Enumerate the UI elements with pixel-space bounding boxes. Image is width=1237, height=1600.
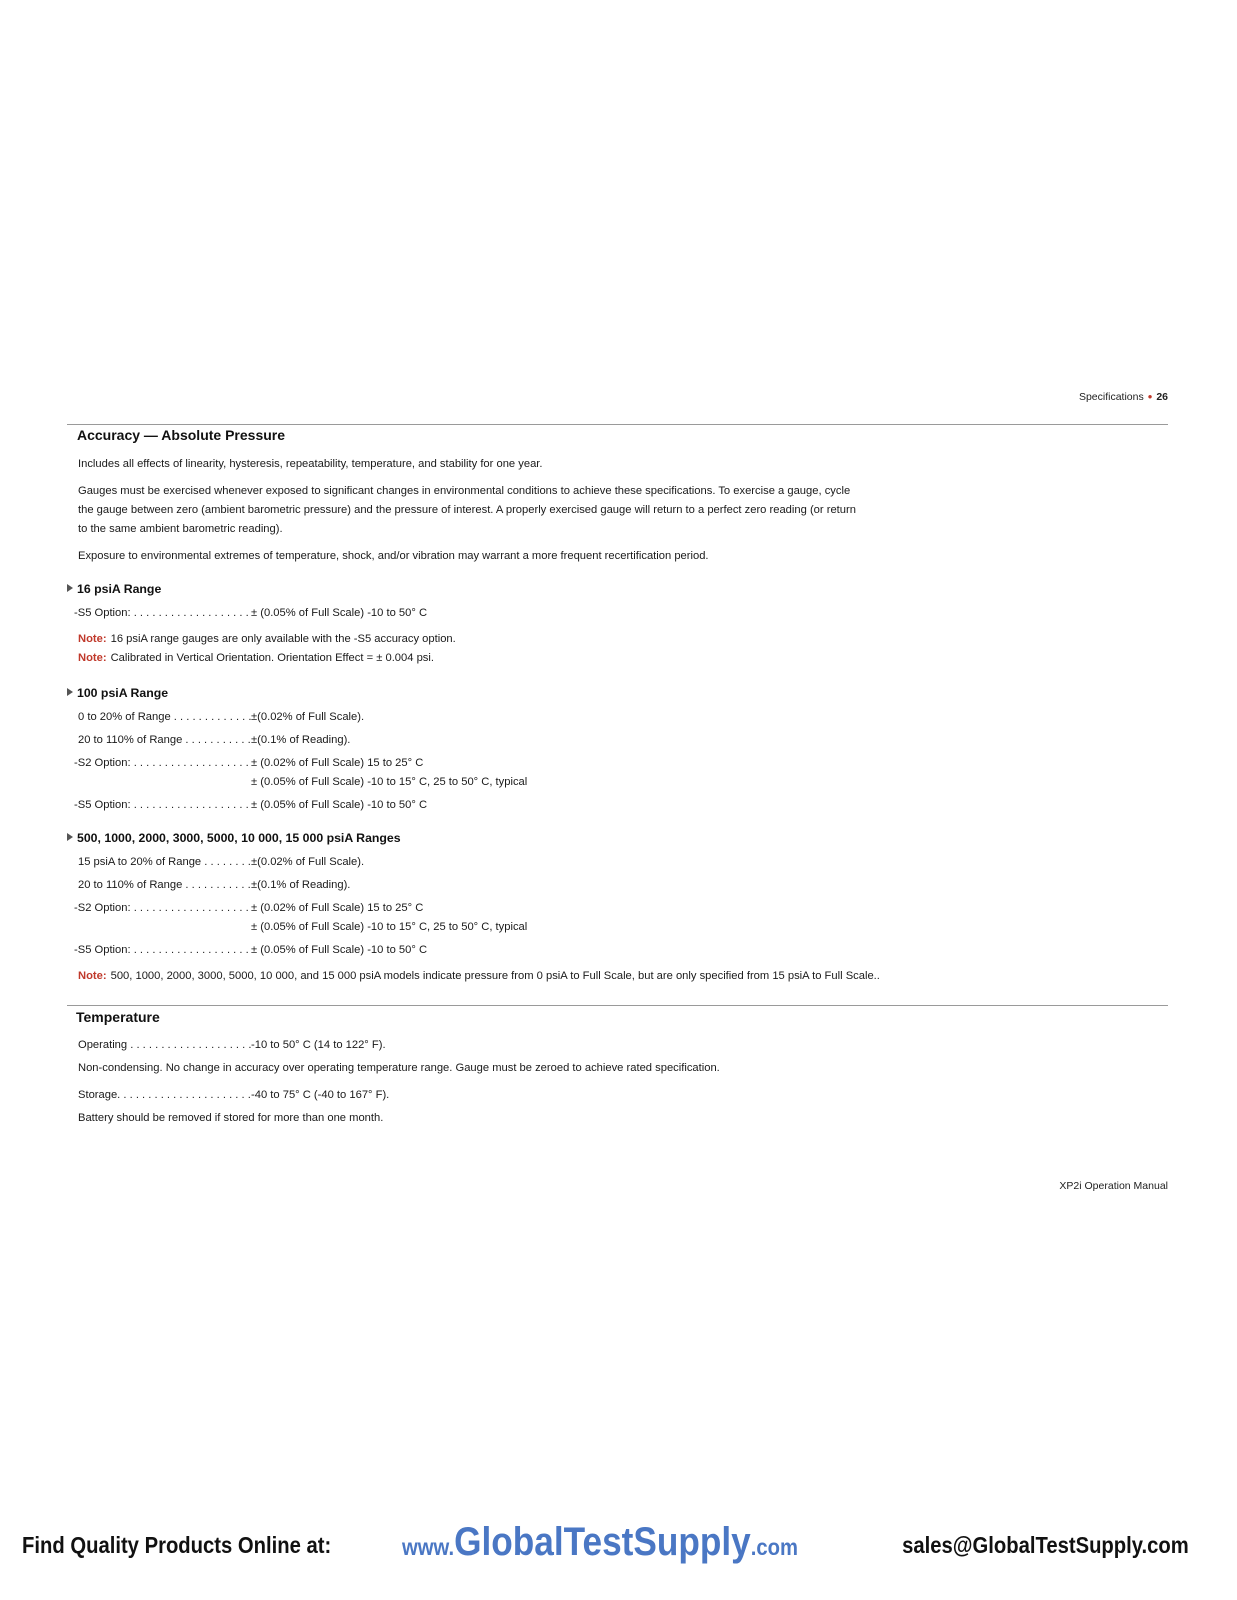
note (78, 970, 880, 982)
spec-row (78, 853, 498, 872)
spec-row (74, 899, 574, 918)
promo-banner (0, 1520, 1237, 1570)
divider (67, 1005, 1168, 1006)
storage-note: Battery should be removed if stored for more than one month. (78, 1112, 384, 1124)
manual-title: XP2i Operation Manual (1059, 1180, 1168, 1192)
page-number: 26 (1156, 391, 1168, 403)
spec-row (74, 796, 494, 815)
spec-value: ± (0.05% of Full Scale) -10 to 50° C (251, 799, 428, 811)
note (78, 652, 434, 664)
banner-brand: GlobalTestSupply (454, 1520, 751, 1564)
spec-value: -40 to 75° C (-40 to 167° F). (251, 1089, 390, 1101)
spec-value: ±(0.02% of Full Scale). (251, 856, 365, 868)
section-title-accuracy: Accuracy — Absolute Pressure (77, 427, 286, 443)
triangle-bullet-icon (67, 688, 73, 696)
spec-value: ±(0.1% of Reading). (251, 879, 351, 891)
banner-website-link[interactable] (402, 1520, 798, 1565)
spec-label: Operating . . . (78, 1036, 251, 1055)
spec-label: Storage. . . . (78, 1086, 251, 1105)
spec-value: -10 to 50° C (14 to 122° F). (251, 1039, 386, 1051)
accuracy-exposure: Exposure to environmental extremes of temperature, shock, and/or vibration may warrant a more frequent recertification period. (78, 550, 709, 562)
spec-label: 20 to 110% of Range . . . (78, 731, 251, 750)
spec-label: 20 to 110% of Range . . . (78, 876, 251, 895)
spec-label: -S5 Option: . . . (74, 796, 251, 815)
spec-row (74, 754, 574, 773)
accuracy-para-line-1: Gauges must be exercised whenever exposed to significant changes in environmental conditions to achieve these specifications. To exercise a gauge, cycle (78, 485, 851, 497)
spec-row-continued (251, 773, 527, 792)
spec-label: -S5 Option: . . . (74, 941, 251, 960)
spec-value: ± (0.05% of Full Scale) -10 to 15° C, 25 to 50° C, typical (251, 921, 528, 933)
spec-value: ±(0.02% of Full Scale). (251, 711, 365, 723)
note-label: Note: (78, 633, 107, 645)
note-text: Calibrated in Vertical Orientation. Orientation Effect = ± 0.004 psi. (110, 652, 434, 664)
spec-row (78, 731, 498, 750)
spec-label: -S2 Option: . . . (74, 754, 251, 773)
bullet-icon: • (1147, 389, 1153, 404)
spec-value: ± (0.05% of Full Scale) -10 to 15° C, 25 to 50° C, typical (251, 776, 528, 788)
section-title-temperature: Temperature (76, 1009, 160, 1025)
operating-note: Non-condensing. No change in accuracy over operating temperature range. Gauge must be zeroed to achieve rated specification. (78, 1062, 720, 1074)
range-100-title (67, 686, 168, 700)
banner-email-link[interactable]: sales@GlobalTestSupply.com (902, 1532, 1189, 1558)
page-header (1079, 388, 1168, 403)
range-high-title (67, 831, 401, 845)
spec-row (74, 941, 494, 960)
spec-row-continued (251, 918, 527, 937)
range-16-title (67, 582, 161, 596)
spec-value: ± (0.02% of Full Scale) 15 to 25° C (251, 902, 424, 914)
accuracy-intro: Includes all effects of linearity, hysteresis, repeatability, temperature, and stability for one year. (78, 458, 543, 470)
spec-label: -S2 Option: . . . (74, 899, 251, 918)
spec-row (74, 604, 494, 623)
spec-value: ± (0.02% of Full Scale) 15 to 25° C (251, 757, 424, 769)
note-label: Note: (78, 652, 107, 664)
banner-tagline: Find Quality Products Online at: (22, 1532, 332, 1558)
spec-label: -S5 Option: . . . (74, 604, 251, 623)
range-high-title-text: 500, 1000, 2000, 3000, 5000, 10 000, 15 000 psiA Ranges (77, 831, 401, 845)
spec-value: ± (0.05% of Full Scale) -10 to 50° C (251, 944, 428, 956)
spec-value: ±(0.1% of Reading). (251, 734, 351, 746)
spec-label: 0 to 20% of Range . . . (78, 708, 251, 727)
note (78, 633, 456, 645)
range-16-title-text: 16 psiA Range (77, 582, 162, 596)
triangle-bullet-icon (67, 584, 73, 592)
divider (67, 424, 1168, 425)
note-label: Note: (78, 970, 107, 982)
spec-row (78, 1036, 498, 1055)
spec-row (78, 708, 498, 727)
note-text: 500, 1000, 2000, 3000, 5000, 10 000, and 15 000 psiA models indicate pressure from 0 psiA to Full Scale, but are only specified from 15 psiA to Full Scale.. (110, 970, 880, 982)
range-100-title-text: 100 psiA Range (77, 686, 169, 700)
accuracy-para-line-2: the gauge between zero (ambient barometric pressure) and the pressure of interest. A properly exercised gauge will return to a perfect zero reading (or return (78, 504, 856, 516)
note-text: 16 psiA range gauges are only available with the -S5 accuracy option. (110, 633, 456, 645)
spec-label: 15 psiA to 20% of Range . . . (78, 853, 251, 872)
banner-com: .com (750, 1534, 798, 1560)
accuracy-para-line-3: to the same ambient barometric reading). (78, 523, 283, 535)
triangle-bullet-icon (67, 833, 73, 841)
spec-value: ± (0.05% of Full Scale) -10 to 50° C (251, 607, 428, 619)
banner-www: www. (402, 1534, 455, 1560)
section-name: Specifications (1078, 391, 1144, 403)
spec-row (78, 1086, 498, 1105)
spec-row (78, 876, 498, 895)
